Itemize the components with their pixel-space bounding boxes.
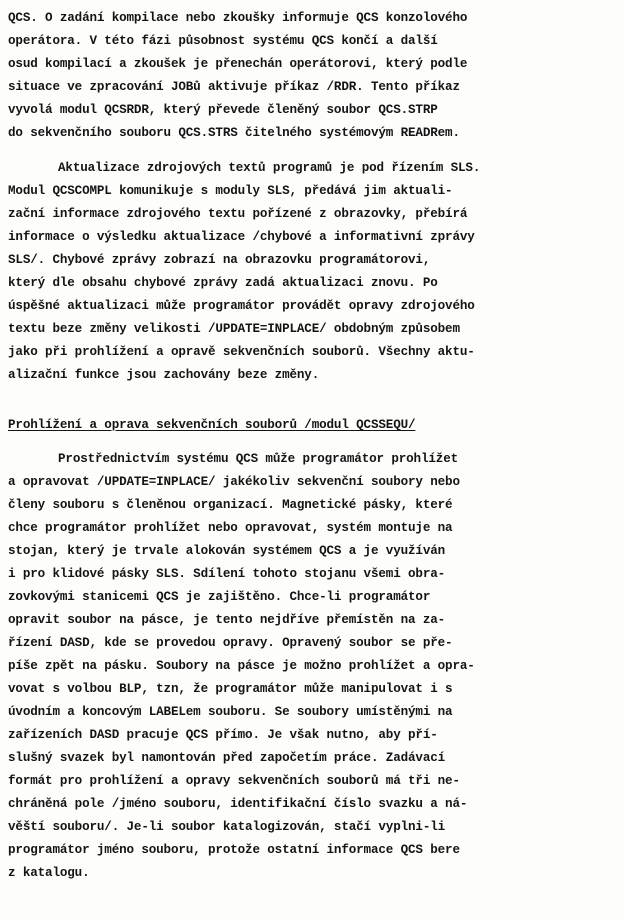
paragraph3-line-15: formát pro prohlížení a opravy sekvenčních souborů má tři ne- xyxy=(8,774,460,788)
section-heading: Prohlížení a oprava sekvenčních souborů /modul QCSSEQU/ xyxy=(8,418,416,432)
paragraph3-line-1: Prostřednictvím systému QCS může programátor prohlížet xyxy=(58,452,459,466)
paragraph3-line-4: chce programátor prohlížet nebo opravovat, systém montuje na xyxy=(8,521,453,535)
paragraph3-line-17: věští souboru/. Je-li soubor katalogizován, stačí vyplni-li xyxy=(8,820,446,834)
paragraph2-line-8: textu beze změny velikosti /UPDATE=INPLACE/ obdobným způsobem xyxy=(8,322,460,336)
paragraph3-line-10: píše zpět na pásku. Soubory na pásce je možno prohlížet a opra- xyxy=(8,659,475,673)
paragraph3-line-16: chráněná pole /jméno souboru, identifikační číslo svazku a ná- xyxy=(8,797,468,811)
paragraph3-line-5: stojan, který je trvale alokován systémem QCS a je využíván xyxy=(8,544,446,558)
paragraph3-line-6: i pro klidové pásky SLS. Sdílení tohoto stojanu všemi obra- xyxy=(8,567,446,581)
paragraph3-line-14: slušný svazek byl namontován před započetím práce. Zadávací xyxy=(8,751,446,765)
paragraph2-line-4: informace o výsledku aktualizace /chybové a informativní zprávy xyxy=(8,230,475,244)
paragraph2-line-5: SLS/. Chybové zprávy zobrazí na obrazovku programátorovi, xyxy=(8,253,431,267)
paragraph2-line-2: Modul QCSCOMPL komunikuje s moduly SLS, předává jim aktuali- xyxy=(8,184,453,198)
paragraph3-line-11: vovat s volbou BLP, tzn, že programátor může manipulovat i s xyxy=(8,682,453,696)
paragraph2-line-6: který dle obsahu chybové zprávy zadá aktualizaci znovu. Po xyxy=(8,276,438,290)
paragraph1-line-2: operátora. V této fázi působnost systému QCS končí a další xyxy=(8,34,438,48)
paragraph2-line-7: úspěšné aktualizaci může programátor provádět opravy zdrojového xyxy=(8,299,475,313)
paragraph1-line-4: situace ve zpracování JOBů aktivuje příkaz /RDR. Tento příkaz xyxy=(8,80,460,94)
paragraph2-line-1: Aktualizace zdrojových textů programů je pod řízením SLS. xyxy=(58,161,481,175)
paragraph3-line-7: zovkovými stanicemi QCS je zajištěno. Chce-li programátor xyxy=(8,590,431,604)
paragraph3-line-8: opravit soubor na pásce, je tento nejdříve přemístěn na za- xyxy=(8,613,446,627)
paragraph1-line-6: do sekvenčního souboru QCS.STRS čitelného systémovým READRem. xyxy=(8,126,460,140)
paragraph3-line-18: programátor jméno souboru, protože ostatní informace QCS bere xyxy=(8,843,460,857)
paragraph3-line-2: a opravovat /UPDATE=INPLACE/ jakékoliv sekvenční soubory nebo xyxy=(8,475,460,489)
paragraph3-line-9: řízení DASD, kde se provedou opravy. Opravený soubor se pře- xyxy=(8,636,453,650)
paragraph3-line-13: zařízeních DASD pracuje QCS přímo. Je však nutno, aby pří- xyxy=(8,728,438,742)
paragraph1-line-1: QCS. O zadání kompilace nebo zkoušky informuje QCS konzolového xyxy=(8,11,468,25)
paragraph2-line-10: alizační funkce jsou zachovány beze změny. xyxy=(8,368,320,382)
paragraph3-line-19: z katalogu. xyxy=(8,866,90,880)
paragraph2-line-9: jako při prohlížení a opravě sekvenčních souborů. Všechny aktu- xyxy=(8,345,475,359)
paragraph1-line-3: osud kompilací a zkoušek je přenechán operátorovi, který podle xyxy=(8,57,468,71)
paragraph3-line-12: úvodním a koncovým LABELem souboru. Se soubory umístěnými na xyxy=(8,705,453,719)
paragraph2-line-3: zační informace zdrojového textu pořízené z obrazovky, přebírá xyxy=(8,207,468,221)
paragraph1-line-5: vyvolá modul QCSRDR, který převede členěný soubor QCS.STRP xyxy=(8,103,438,117)
paragraph3-line-3: členy souboru s členěnou organizací. Magnetické pásky, které xyxy=(8,498,453,512)
